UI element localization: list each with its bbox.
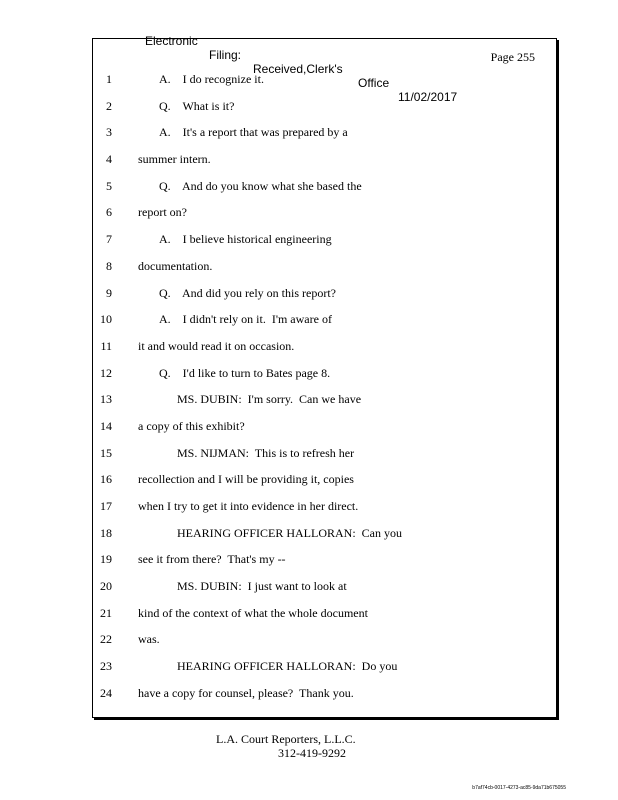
line-number: 7 bbox=[106, 232, 112, 247]
transcript-line bbox=[0, 179, 618, 206]
page-number: Page 255 bbox=[490, 50, 535, 64]
line-text: recollection and I will be providing it, copies bbox=[138, 472, 354, 487]
line-number: 5 bbox=[106, 178, 112, 193]
line-text: when I try to get it into evidence in her direct. bbox=[138, 499, 359, 513]
line-number: 8 bbox=[106, 258, 112, 273]
transcript-line bbox=[0, 286, 618, 313]
transcript-line bbox=[0, 552, 618, 579]
line-number: 20 bbox=[100, 579, 112, 594]
transcript-line bbox=[0, 526, 618, 553]
line-number: 24 bbox=[100, 685, 112, 700]
header-electronic: Electronic bbox=[145, 34, 198, 48]
line-number: 10 bbox=[100, 312, 112, 327]
line-number: 4 bbox=[106, 152, 112, 167]
transcript-line bbox=[0, 419, 618, 446]
transcript-line bbox=[0, 579, 618, 606]
line-text: have a copy for counsel, please? Thank you. bbox=[138, 685, 354, 700]
line-text: Q. And do you know what she based the bbox=[159, 178, 362, 193]
line-number: 19 bbox=[100, 552, 112, 567]
line-number: 23 bbox=[100, 659, 112, 674]
line-number: 9 bbox=[106, 285, 112, 300]
line-text: A. It's a report that was prepared by a bbox=[159, 125, 348, 140]
transcript-line bbox=[0, 259, 618, 286]
line-number: 11 bbox=[100, 338, 112, 353]
line-text: MS. DUBIN: I'm sorry. Can we have bbox=[177, 392, 362, 407]
transcript-line bbox=[0, 632, 618, 659]
transcript-line bbox=[0, 72, 618, 99]
line-text: A. I didn't rely on it. I'm aware of bbox=[159, 312, 332, 327]
line-text: report on? bbox=[138, 205, 187, 220]
line-text: summer intern. bbox=[138, 152, 211, 167]
document-hash: b7af74cb-0017-4273-ac85-9da71b675055 bbox=[472, 785, 566, 791]
line-text: documentation. bbox=[138, 258, 213, 273]
line-text: a copy of this exhibit? bbox=[138, 418, 245, 433]
transcript-line bbox=[0, 99, 618, 126]
transcript-line bbox=[0, 125, 618, 152]
line-text: it and would read it on occasion. bbox=[138, 338, 295, 353]
line-text: see it from there? That's my -- bbox=[138, 552, 286, 567]
line-text: Q. I'd like to turn to Bates page 8. bbox=[159, 365, 331, 380]
transcript-line bbox=[0, 205, 618, 232]
header-received: Received,Clerk's bbox=[253, 62, 343, 76]
transcript-line bbox=[0, 152, 618, 179]
transcript-line bbox=[0, 686, 618, 713]
line-text: Q. And did you rely on this report? bbox=[159, 285, 336, 300]
transcript-line bbox=[0, 312, 618, 339]
transcript-line bbox=[0, 366, 618, 393]
line-number: 18 bbox=[100, 525, 112, 540]
line-number: 22 bbox=[100, 632, 112, 647]
line-number: 6 bbox=[106, 205, 112, 220]
footer-phone: 312-419-9292 bbox=[278, 746, 346, 760]
footer-company: L.A. Court Reporters, L.L.C. bbox=[216, 732, 356, 746]
line-text: A. I believe historical engineering bbox=[159, 232, 332, 247]
transcript-line bbox=[0, 499, 618, 526]
line-number: 15 bbox=[100, 445, 112, 460]
line-text: A. I do recognize it. bbox=[159, 72, 264, 86]
line-number: 21 bbox=[100, 605, 112, 620]
transcript-line bbox=[0, 606, 618, 633]
transcript-line bbox=[0, 392, 618, 419]
line-text: kind of the context of what the whole document bbox=[138, 605, 368, 620]
line-text: HEARING OFFICER HALLORAN: Can you bbox=[177, 525, 402, 540]
line-number: 1 bbox=[106, 72, 112, 86]
line-number: 13 bbox=[100, 392, 112, 407]
line-number: 14 bbox=[100, 418, 112, 433]
line-text: was. bbox=[138, 632, 160, 647]
header-date: 11/02/2017 bbox=[398, 90, 458, 104]
line-text: MS. NIJMAN: This is to refresh her bbox=[177, 445, 355, 460]
line-text: MS. DUBIN: I just want to look at bbox=[177, 579, 347, 594]
transcript-line bbox=[0, 339, 618, 366]
transcript-line bbox=[0, 472, 618, 499]
line-number: 17 bbox=[100, 499, 112, 513]
line-number: 16 bbox=[100, 472, 112, 487]
line-text: HEARING OFFICER HALLORAN: Do you bbox=[177, 659, 398, 674]
line-number: 12 bbox=[100, 365, 112, 380]
line-number: 3 bbox=[106, 125, 112, 140]
transcript-line bbox=[0, 446, 618, 473]
transcript-line bbox=[0, 232, 618, 259]
line-number: 2 bbox=[106, 98, 112, 113]
line-text: Q. What is it? bbox=[159, 98, 235, 113]
header-office: Office bbox=[358, 76, 390, 90]
transcript-lines bbox=[0, 72, 618, 713]
header-filing: Filing: bbox=[209, 48, 242, 62]
transcript-line bbox=[0, 659, 618, 686]
